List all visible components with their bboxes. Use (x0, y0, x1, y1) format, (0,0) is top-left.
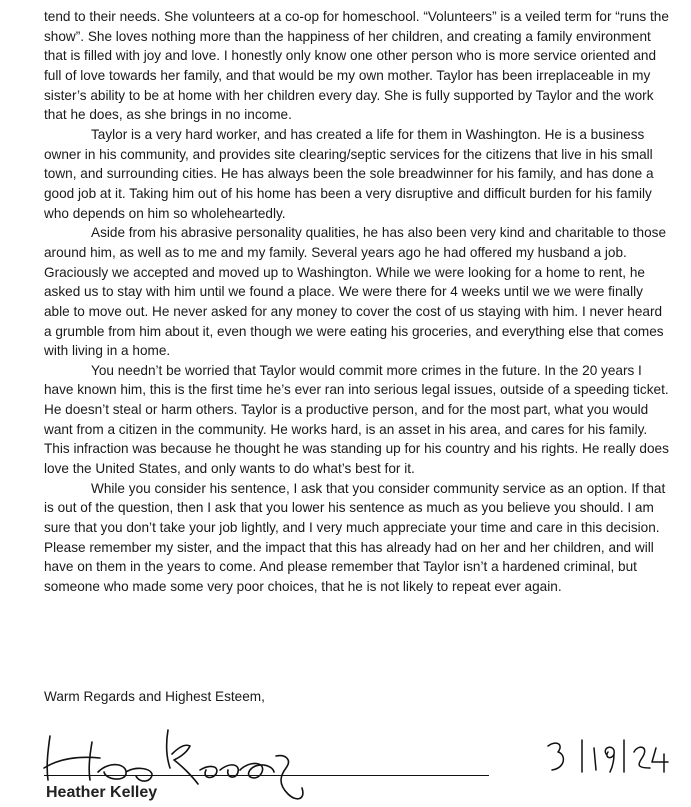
closing-line: Warm Regards and Highest Esteem, (44, 689, 265, 704)
paragraph-hard-worker: Taylor is a very hard worker, and has created a life for them in Washington. He is a business owner in his community, and provides site clearing/septic services for the citizens that live in his small town, and surrounding cities. He has always been the sole breadwinner for his family, and has done a good job at it. Taking him out of his home has been a very disruptive and difficult burden for his family who depends on him so wholeheartedly. (44, 126, 654, 221)
signer-name: Heather Kelley (46, 784, 158, 801)
paragraph-sentence-request: While you consider his sentence, I ask that you consider community service as an option. If that is out of the question, then I ask that you lower his sentence as much as you believe you should. I am sure that you don’t take your job lightly, and I very much appreciate your time and care in this decision. Please remember my sister, and the impact that this has already had on her and her children, and will have on them in the years to come. And please remember that Taylor isn’t a hardened criminal, but someone who made some very poor choices, that he is not likely to repeat ever again. (44, 480, 666, 595)
letter-body (44, 7, 672, 597)
signature-line (44, 775, 489, 776)
handwritten-date (542, 738, 672, 778)
paragraph-needs: tend to their needs. She volunteers at a co-op for homeschool. “Volunteers” is a veiled term for “runs the show”. She loves nothing more than the happiness of her children, and creating a family environment that is filled with joy and love. I honestly only know one other person who is more service oriented and full of love towards her family, and that would be my own mother. Taylor has been irreplaceable in my sister’s ability to be at home with her children every day. She is fully supported by Taylor and the work that he does, as she brings in no income. (44, 9, 669, 123)
paragraph-future-crimes: You needn’t be worried that Taylor would commit more crimes in the future. In the 20 years I have known him, this is the first time he’s ever ran into serious legal issues, outside of a speeding ticket. He doesn’t steal or harm others. Taylor is a productive person, and for the most part, what you would want from a citizen in the community. He works hard, is an asset in his area, and cares for his family. This infraction was because he thought he was standing up for his country and his rights. He really does love the United States, and only wants to do what’s best for it. (44, 362, 669, 477)
paragraph-charitable: Aside from his abrasive personality qualities, he has also been very kind and charitable to those around him, as well as to me and my family. Several years ago he had offered my husband a job. Graciously we accepted and moved up to Washington. While we were looking for a home to rent, he asked us to stay with him until we found a place. We were there for 4 weeks until we we were finally able to move out. He never asked for any money to cover the cost of us staying with him. I never heard a grumble from him about it, even though we were eating his groceries, and everything else that comes with living in a home. (44, 225, 667, 359)
